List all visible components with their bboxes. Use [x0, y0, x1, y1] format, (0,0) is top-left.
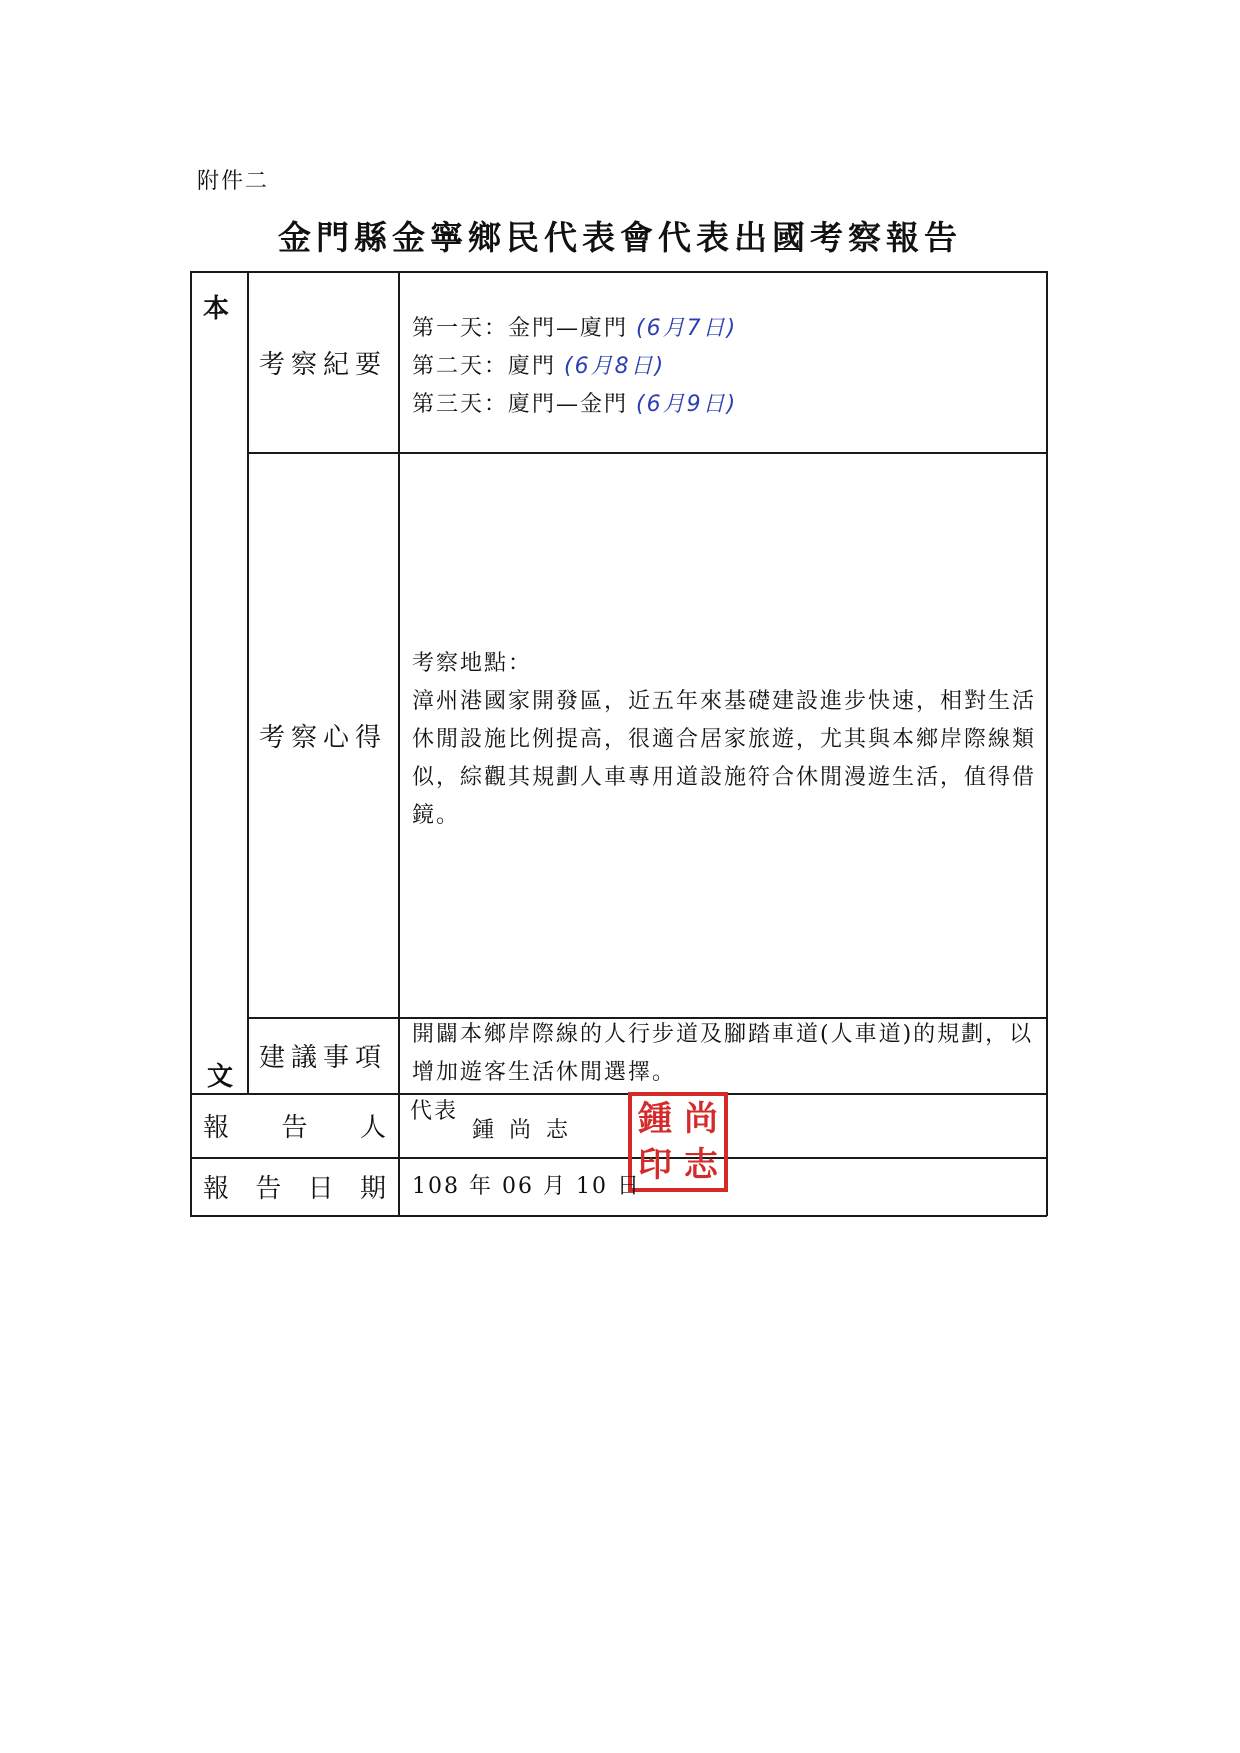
suggestions-line: 開闢本鄉岸際線的人行步道及腳踏車道(人車道)的規劃，以 — [412, 1022, 1034, 1047]
reporter-role: 代表 — [410, 1099, 459, 1124]
side-label-top: 本 — [203, 294, 230, 324]
page-title: 金門縣金寧鄉民代表會代表出國考察報告 — [278, 218, 962, 257]
attachment-label: 附件二 — [197, 169, 270, 194]
suggestions-content — [412, 1016, 1042, 1092]
insights-content — [412, 645, 1042, 835]
insights-line: 休閒設施比例提高，很適合居家旅遊，尤其與本鄉岸際線類 — [412, 727, 1037, 752]
summary-content — [412, 310, 1032, 424]
suggestions-line: 增加遊客生活休閒選擇。 — [412, 1060, 677, 1085]
handwritten-date-3: (6月9日) — [636, 392, 738, 417]
reporter-name: 鍾 尚 志 — [472, 1118, 572, 1143]
insights-line: 漳州港國家開發區，近五年來基礎建設進步快速，相對生活 — [412, 689, 1037, 714]
insights-label: 考察心得 — [258, 722, 387, 753]
report-date-value: 108 年 06 月 10 日 — [412, 1174, 641, 1199]
handwritten-date-2: (6月8日) — [564, 354, 666, 379]
signature-seal: 鍾 尚 印 志 — [628, 1092, 728, 1192]
day-3: 第三天：廈門—金門 (6月9日) — [412, 392, 738, 417]
suggestions-label: 建議事項 — [258, 1043, 387, 1073]
insights-line: 似，綜觀其規劃人車專用道設施符合休閒漫遊生活，值得借 — [412, 765, 1037, 790]
insights-line: 鏡。 — [412, 803, 461, 828]
day-2: 第二天：廈門 (6月8日) — [412, 354, 666, 379]
summary-label: 考察紀要 — [258, 349, 387, 380]
handwritten-date-1: (6月7日) — [636, 316, 738, 341]
insights-line: 考察地點： — [412, 651, 533, 676]
report-date-label: 報 告 日 期 — [203, 1174, 386, 1204]
side-label-bottom: 文 — [207, 1062, 234, 1092]
reporter-label: 報 告 人 — [203, 1113, 386, 1143]
day-1: 第一天：金門—廈門 (6月7日) — [412, 316, 738, 341]
